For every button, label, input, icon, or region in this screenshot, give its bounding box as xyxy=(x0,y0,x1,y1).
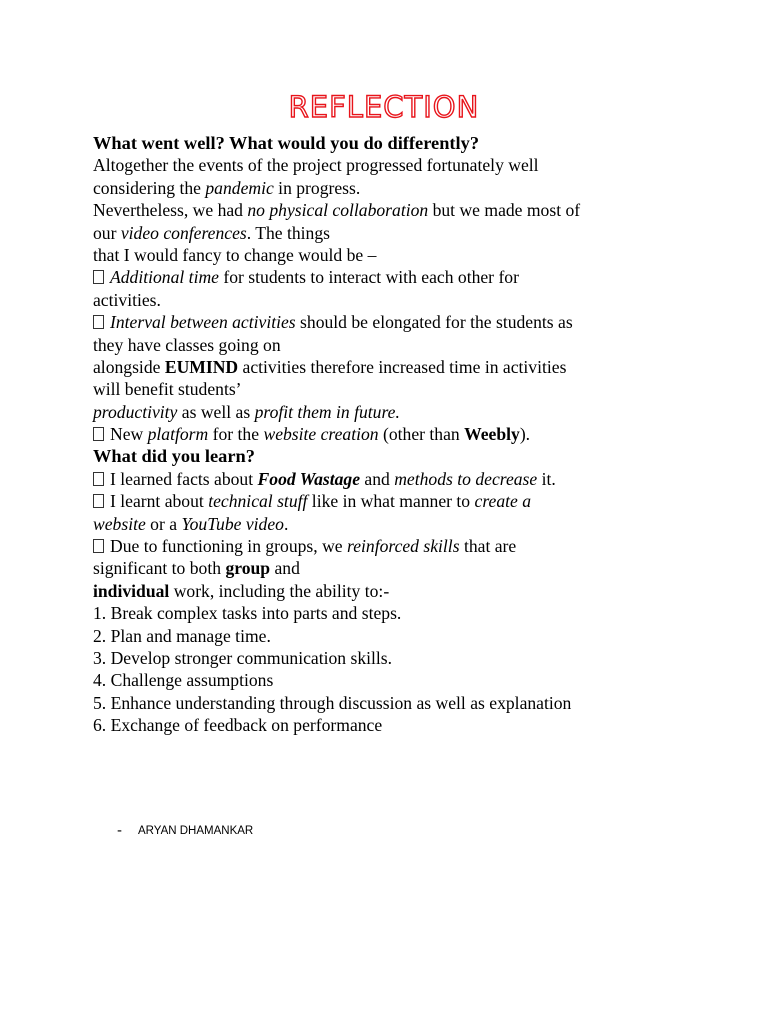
text-italic: no physical collaboration xyxy=(247,200,429,221)
missing-glyph-bullet-icon xyxy=(93,472,104,486)
text: activities therefore increased time in activities xyxy=(238,356,567,377)
text: and xyxy=(360,468,395,489)
list-item-continuation xyxy=(93,401,733,423)
list-item-learned xyxy=(93,468,733,490)
text: Altogether the events of the project progressed fortunately well xyxy=(93,155,539,176)
reflection-body xyxy=(93,132,733,737)
text: Due to functioning in groups, we xyxy=(110,536,347,557)
paragraph-line xyxy=(93,222,733,244)
text: that are xyxy=(459,536,517,557)
text-italic: reinforced skills xyxy=(347,536,460,557)
list-item-continuation xyxy=(93,378,733,400)
missing-glyph-bullet-icon xyxy=(93,270,104,284)
heading-what-did-you-learn: What did you learn? xyxy=(93,446,255,467)
text-italic: methods to decrease xyxy=(394,468,538,489)
text: . xyxy=(283,513,289,534)
text: like in what manner to xyxy=(307,491,475,512)
text-italic: website creation xyxy=(263,424,379,445)
text: . The things xyxy=(246,222,330,243)
text: it. xyxy=(537,468,556,489)
text: considering the xyxy=(93,177,206,198)
heading-what-went-well: What went well? What would you do differently? xyxy=(93,133,480,153)
missing-glyph-bullet-icon xyxy=(93,494,104,508)
text: I learnt about xyxy=(110,491,209,512)
text: in progress. xyxy=(273,177,361,198)
list-item-change xyxy=(93,423,733,445)
text: I learned facts about xyxy=(110,468,258,489)
text-italic: pandemic xyxy=(205,177,274,198)
text-bold: group xyxy=(225,558,271,579)
text: our xyxy=(93,222,121,243)
list-item-learned xyxy=(93,490,733,512)
text-italic: YouTube video xyxy=(181,513,284,534)
list-item-continuation xyxy=(93,557,733,579)
paragraph-line xyxy=(93,154,733,176)
text-italic: Interval between activities xyxy=(110,312,296,333)
skill-list-item: 1. Break complex tasks into parts and steps. xyxy=(93,603,402,624)
missing-glyph-bullet-icon xyxy=(93,315,104,329)
text: for students to interact with each other for xyxy=(218,267,519,288)
list-item-learned xyxy=(93,535,733,557)
text-italic: productivity xyxy=(93,401,178,422)
text-italic: platform xyxy=(147,424,209,445)
text-italic: create a xyxy=(474,491,532,512)
text: but we made most of xyxy=(428,200,581,221)
list-item-continuation xyxy=(93,289,733,311)
paragraph-line xyxy=(93,199,733,221)
list-item-change xyxy=(93,266,733,288)
skill-list-item: 2. Plan and manage time. xyxy=(93,625,271,646)
text-italic: Additional time xyxy=(110,267,219,288)
signature xyxy=(117,822,253,839)
text: they have classes going on xyxy=(93,334,281,355)
skill-list-item: 4. Challenge assumptions xyxy=(93,670,274,691)
text: ). xyxy=(519,424,531,445)
missing-glyph-bullet-icon xyxy=(93,427,104,441)
paragraph-line xyxy=(93,177,733,199)
text: work, including the ability to:- xyxy=(169,580,390,601)
text-bold: Weebly xyxy=(464,424,520,445)
text: should be elongated for the students as xyxy=(295,312,573,333)
text-italic: website xyxy=(93,513,146,534)
text-italic: technical stuff xyxy=(208,491,308,512)
list-item-change xyxy=(93,311,733,333)
skill-list-item: 5. Enhance understanding through discussion as well as explanation xyxy=(93,692,572,713)
signature-dash: - xyxy=(117,822,122,839)
text: Nevertheless, we had xyxy=(93,200,248,221)
missing-glyph-bullet-icon xyxy=(93,539,104,553)
list-item-continuation xyxy=(93,513,733,535)
text-italic: video conferences xyxy=(120,222,247,243)
text-italic: profit them in future. xyxy=(254,401,400,422)
list-item-continuation xyxy=(93,356,733,378)
page-title: REFLECTION xyxy=(288,90,480,124)
text: activities. xyxy=(93,289,161,310)
skill-list-item: 6. Exchange of feedback on performance xyxy=(93,715,383,736)
text-bold-italic: Food Wastage xyxy=(257,468,361,489)
text: significant to both xyxy=(93,558,226,579)
list-item-continuation xyxy=(93,334,733,356)
text: as well as xyxy=(177,401,255,422)
text: or a xyxy=(145,513,182,534)
paragraph-line xyxy=(93,244,733,266)
text: alongside xyxy=(93,356,165,377)
list-item-continuation xyxy=(93,580,733,602)
text: (other than xyxy=(378,424,465,445)
text: will benefit students’ xyxy=(93,379,242,400)
text: and xyxy=(270,558,300,579)
text: for the xyxy=(208,424,264,445)
text: New xyxy=(110,424,148,445)
text: that I would fancy to change would be – xyxy=(93,244,377,265)
text-bold: EUMIND xyxy=(164,356,239,377)
skill-list-item: 3. Develop stronger communication skills. xyxy=(93,647,393,668)
text-bold: individual xyxy=(93,580,170,601)
author-name: ARYAN DHAMANKAR xyxy=(138,825,254,837)
